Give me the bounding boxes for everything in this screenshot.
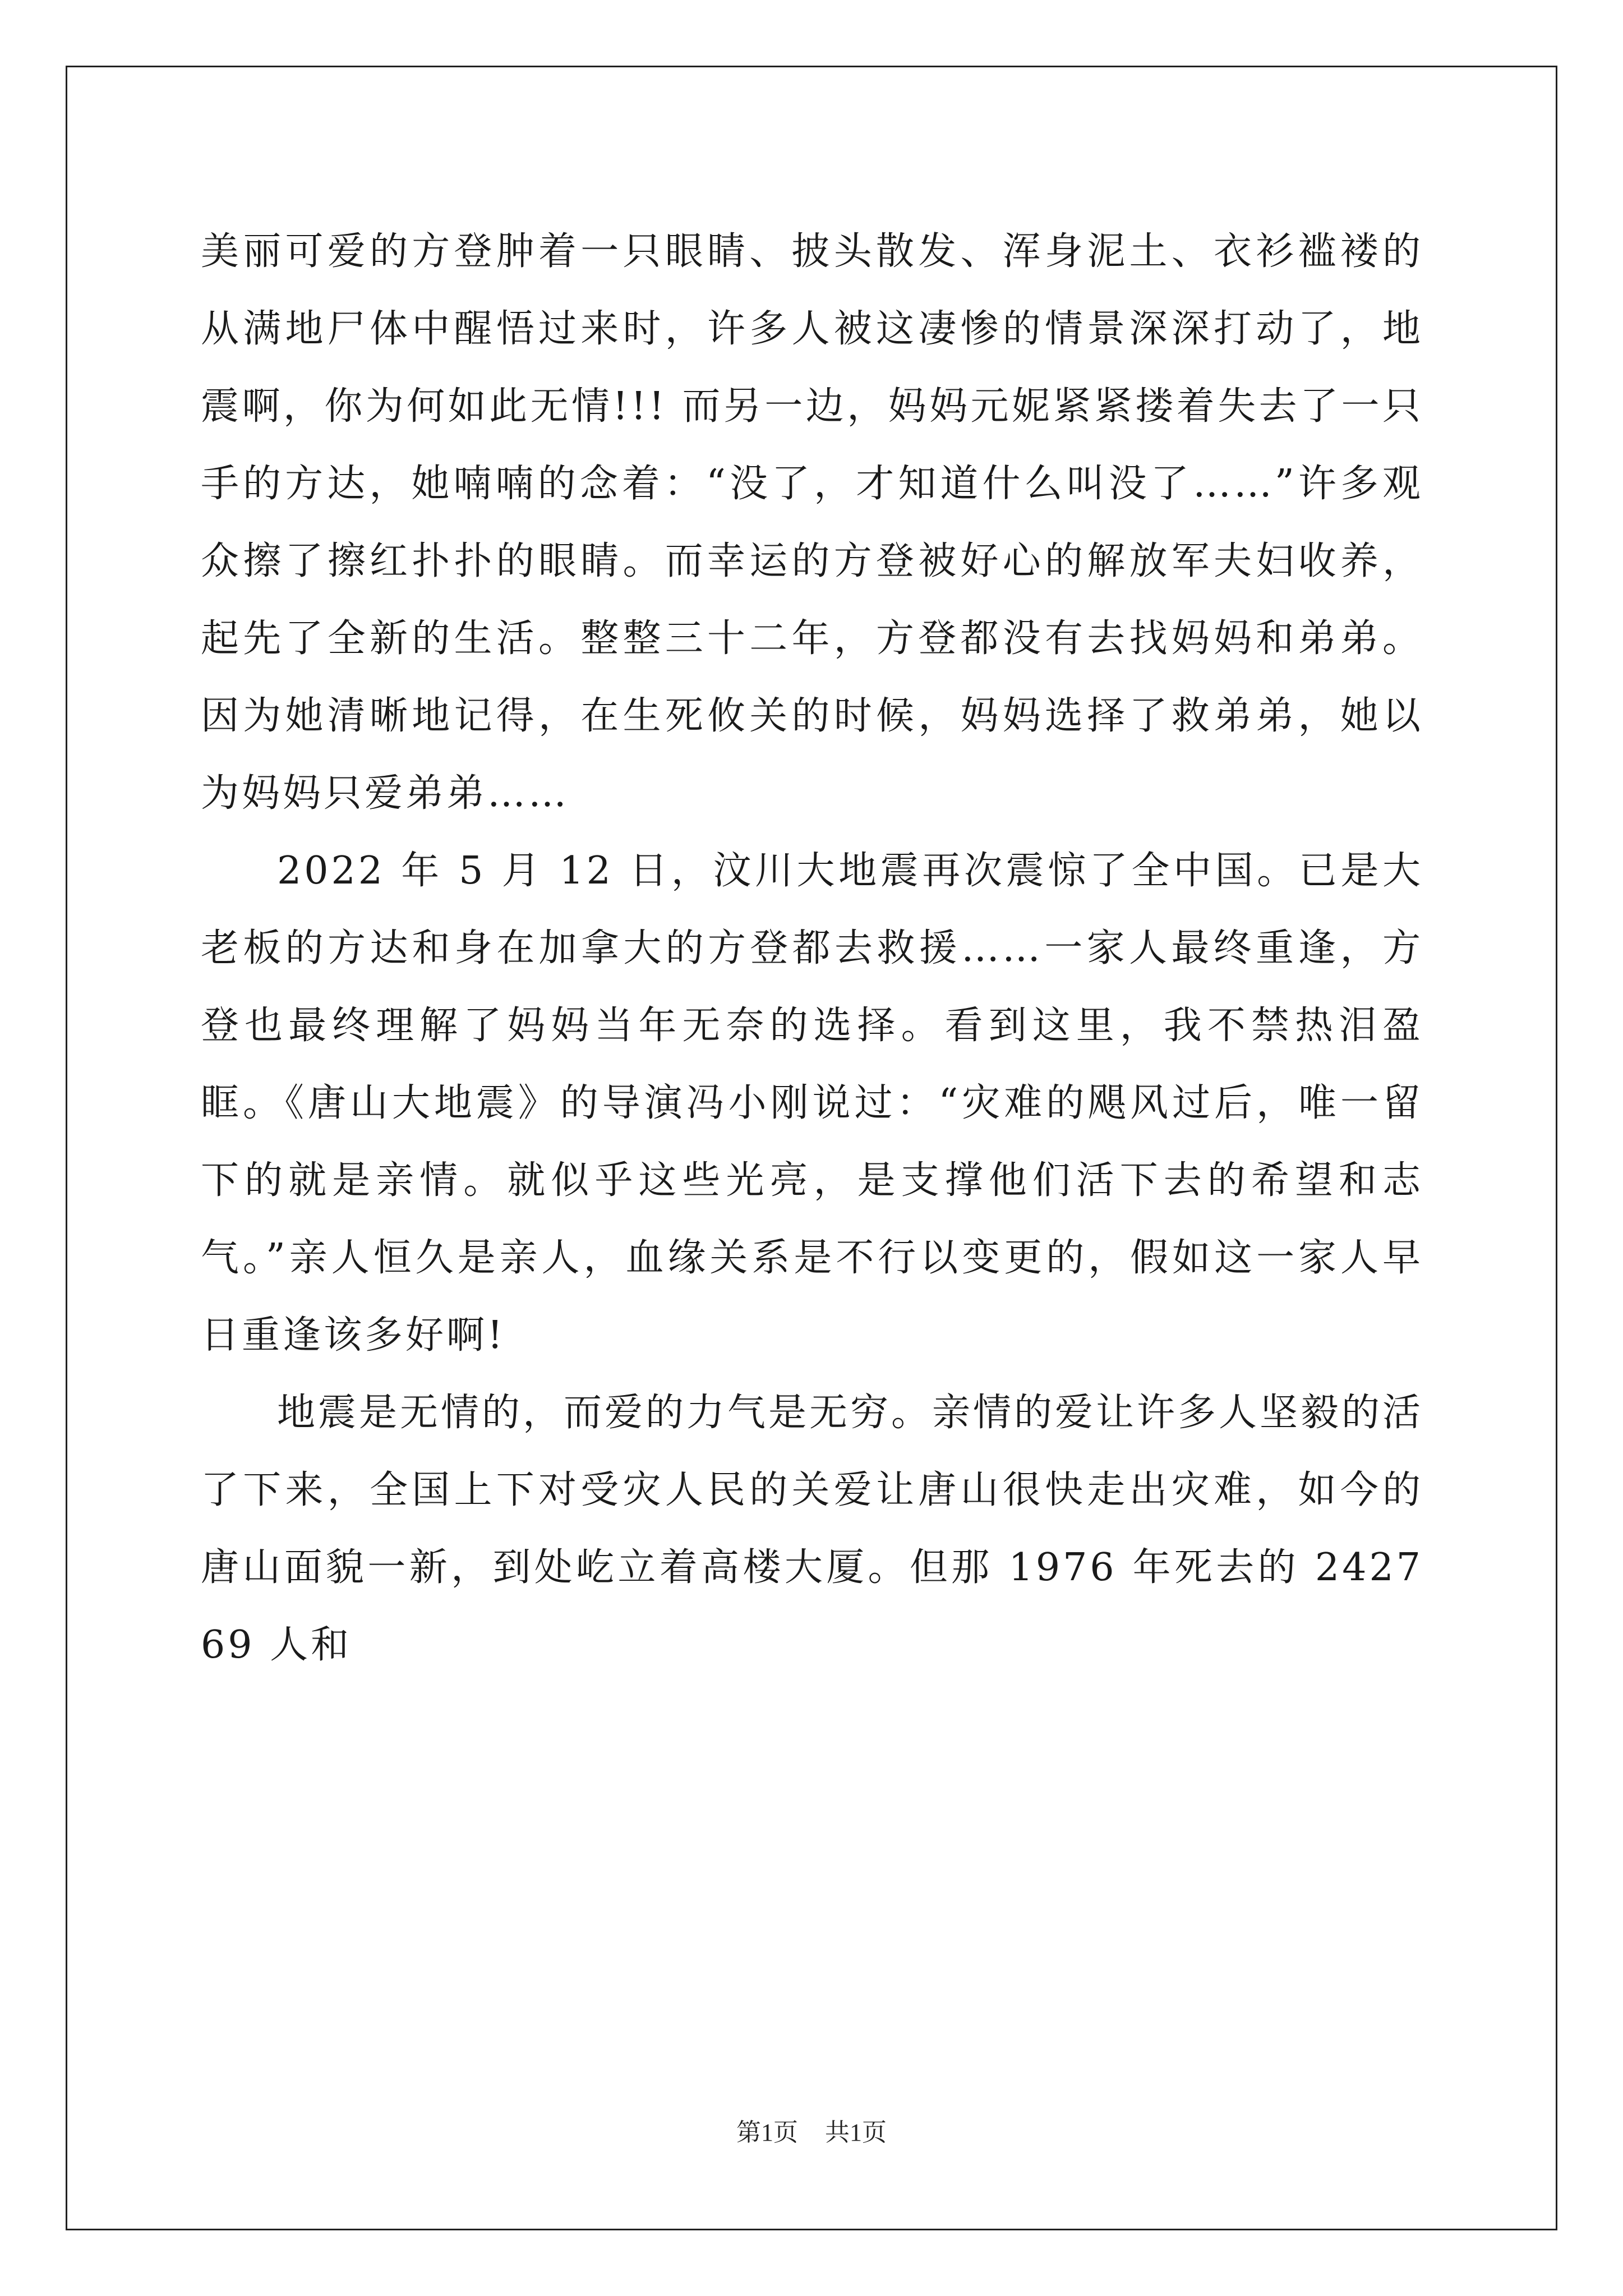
page-footer	[0, 2116, 1623, 2150]
page-total: 共1页	[825, 2119, 887, 2146]
page-number: 第1页	[736, 2119, 798, 2146]
paragraph-3: 地震是无情的，而爱的力气是无穷。亲情的爱让许多人坚毅的活了下来，全国上下对受灾人民的关爱让唐山很快走出灾难，如今的唐山面貌一新，到处屹立着高楼大厦。但那 1976 年死去的 242769 人和	[201, 1391, 1424, 1667]
paragraph-1: 美丽可爱的方登肿着一只眼睛、披头散发、浑身泥土、衣衫褴褛的从满地尸体中醒悟过来时，许多人被这凄惨的情景深深打动了，地震啊，你为何如此无情!!! 而另一边，妈妈元妮紧紧搂着失去了一只手的方达，她喃喃的念着：“没了，才知道什么叫没了……”许多观众擦了擦红扑扑的眼睛。而幸运的方登被好心的解放军夫妇收养，起先了全新的生活。整整三十二年，方登都没有去找妈妈和弟弟。因为她清晰地记得，在生死攸关的时候，妈妈选择了救弟弟，她以为妈妈只爱弟弟……	[201, 229, 1423, 816]
paragraph-2: 2022 年 5 月 12 日，汶川大地震再次震惊了全中国。已是大老板的方达和身在加拿大的方登都去救援……一家人最终重逢，方登也最终理解了妈妈当年无奈的选择。看到这里，我不禁热泪盈眶。《唐山大地震》的导演冯小刚说过：“灾难的飓风过后，唯一留下的就是亲情。就似乎这些光亮，是支撑他们活下去的希望和志气。”亲人恒久是亲人，血缘关系是不行以变更的，假如这一家人早日重逢该多好啊!	[201, 849, 1423, 1358]
document-body	[201, 213, 1423, 1684]
